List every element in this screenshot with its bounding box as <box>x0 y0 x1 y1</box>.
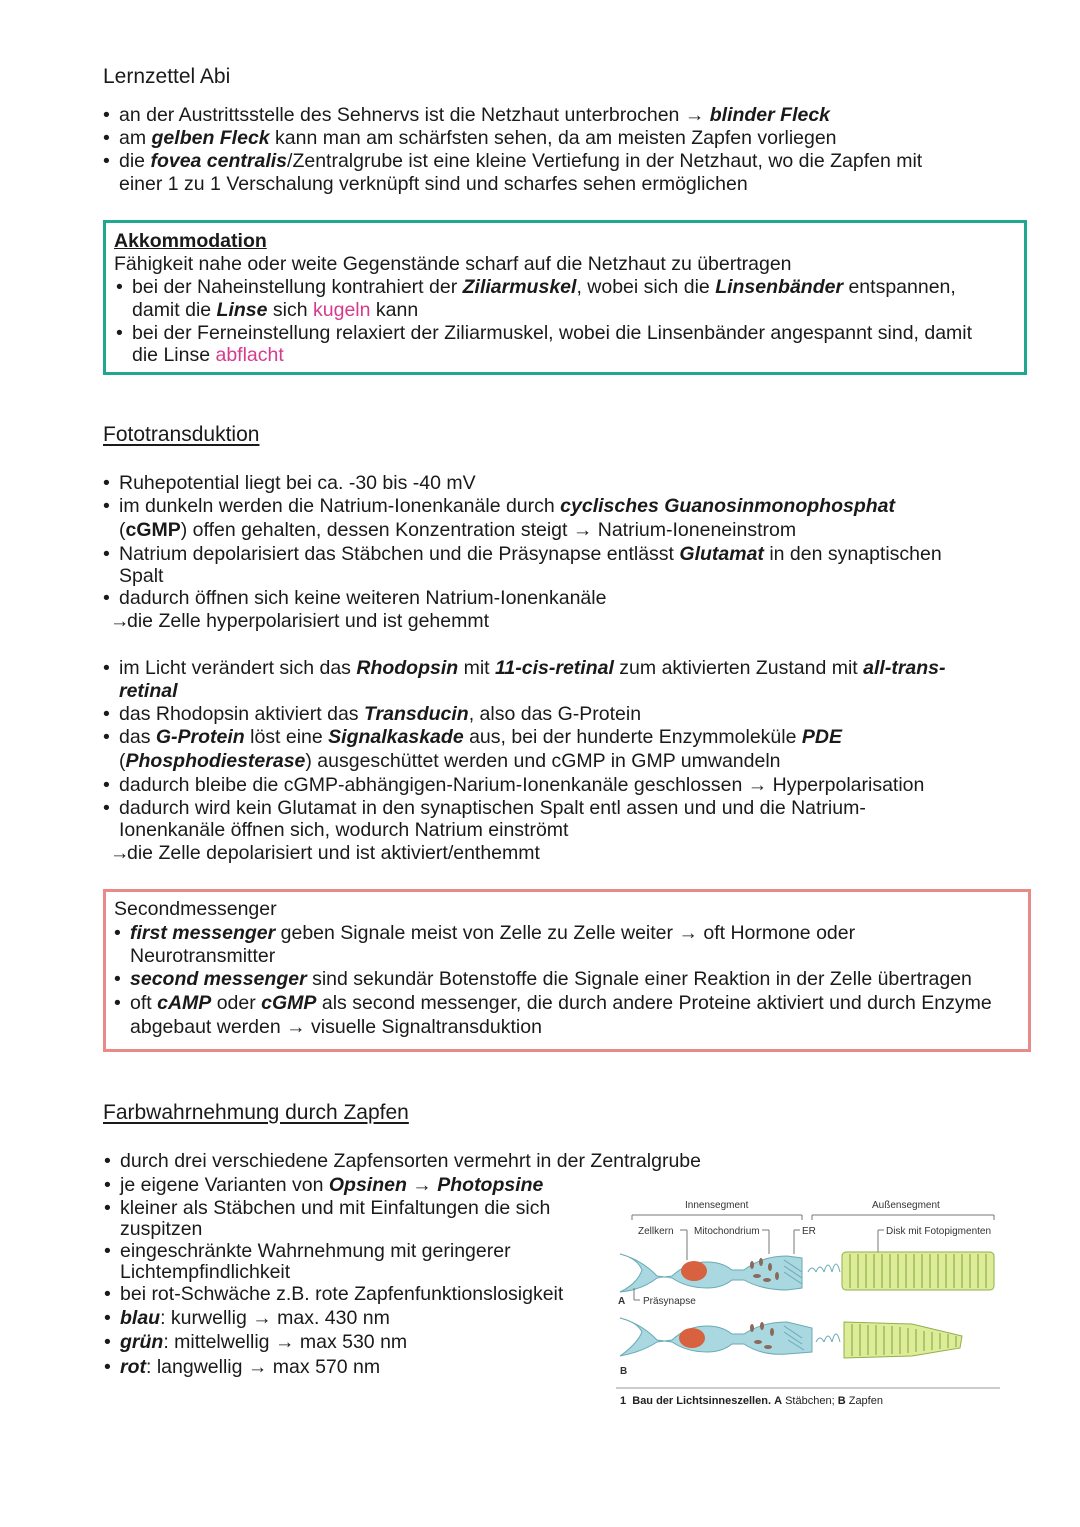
page-title: Lernzettel Abi <box>103 65 231 88</box>
cone-nucleus <box>679 1328 705 1348</box>
dark-line-6: • dadurch öffnen sich keine weiteren Natrium-Ionenkanäle <box>119 587 606 610</box>
farb-line-10: • rot: langwellig → max 570 nm <box>120 1356 380 1379</box>
farb-line-4: zuspitzen <box>120 1218 203 1240</box>
secondmessenger-line-4: • oft cAMP oder cGMP als second messenger, die durch andere Proteine aktiviert und durch Enzyme <box>130 992 992 1015</box>
secondmessenger-line-5: abgebaut werden → visuelle Signaltransduktion <box>130 1016 542 1038</box>
figure-label-b: B <box>620 1366 628 1377</box>
farbwahrnehmung-heading: Farbwahrnehmung durch Zapfen <box>103 1101 409 1124</box>
dark-line-3: (cGMP) offen gehalten, dessen Konzentration steigt → Natrium-Ioneneinstrom <box>119 519 797 541</box>
dark-line-1: • Ruhepotential liegt bei ca. -30 bis -40 mV <box>119 472 476 495</box>
light-line-2: retinal <box>119 680 178 702</box>
farb-line-1: • durch drei verschiedene Zapfensorten vermehrt in der Zentralgrube <box>120 1150 701 1173</box>
farb-line-5: • eingeschränkte Wahrnehmung mit geringerer <box>120 1240 511 1263</box>
er-label: ER <box>802 1226 816 1237</box>
farb-line-2: • je eigene Varianten von Opsinen → Photopsine <box>120 1174 543 1197</box>
farb-line-6: Lichtempfindlichkeit <box>120 1261 291 1283</box>
light-line-3: • das Rhodopsin aktiviert das Transducin, also das G-Protein <box>119 703 641 726</box>
farb-line-7: • bei rot-Schwäche z.B. rote Zapfenfunktionslosigkeit <box>120 1283 563 1306</box>
mitochondrium-label: Mitochondrium <box>694 1226 760 1237</box>
intro-line-3: • die fovea centralis/Zentralgrube ist eine kleine Vertiefung in der Netzhaut, wo die Zapfen mit <box>119 150 922 173</box>
light-line-6: • dadurch bleibe die cGMP-abhängigen-Narium-Ionenkanäle geschlossen → Hyperpolarisation <box>119 774 924 797</box>
intro-line-2: • am gelben Fleck kann man am schärfsten sehen, da am meisten Zapfen vorliegen <box>119 127 837 150</box>
light-line-9: → die Zelle depolarisiert und ist aktiviert/enthemmt <box>127 842 540 865</box>
secondmessenger-line-1: • first messenger geben Signale meist von Zelle zu Zelle weiter → oft Hormone oder <box>130 922 855 945</box>
akkommodation-definition: Fähigkeit nahe oder weite Gegenstände scharf auf die Netzhaut zu übertragen <box>114 253 792 275</box>
dark-line-7: → die Zelle hyperpolarisiert und ist gehemmt <box>127 610 489 633</box>
light-line-5: (Phosphodiesterase) ausgeschüttet werden und cGMP in GMP umwandeln <box>119 750 781 772</box>
aussensegment-label: Außensegment <box>872 1200 940 1211</box>
dark-line-4: • Natrium depolarisiert das Stäbchen und die Präsynapse entlässt Glutamat in den synaptischen <box>119 543 942 566</box>
rod-cell <box>620 1252 994 1292</box>
figure-caption: 1 Bau der Lichtsinneszellen. A Stäbchen; B Zapfen <box>620 1395 883 1407</box>
praesynapse-label: Präsynapse <box>643 1296 696 1307</box>
akkommodation-line-4: die Linse abflacht <box>132 344 284 366</box>
light-line-4: • das G-Protein löst eine Signalkaskade aus, bei der hunderte Enzymmoleküle PDE <box>119 726 842 749</box>
secondmessenger-title: Secondmessenger <box>114 898 277 920</box>
farb-line-9: • grün: mittelwellig → max 530 nm <box>120 1331 407 1354</box>
light-line-7: • dadurch wird kein Glutamat in den synaptischen Spalt entl assen und und die Natrium- <box>119 797 866 820</box>
innensegment-label: Innensegment <box>685 1200 749 1211</box>
figure-label-a: A <box>618 1296 626 1307</box>
akkommodation-line-2: damit die Linse sich kugeln kann <box>132 299 419 321</box>
intro-line-4: einer 1 zu 1 Verschalung verknüpft sind und scharfes sehen ermöglichen <box>119 173 748 195</box>
light-line-1: • im Licht verändert sich das Rhodopsin mit 11-cis-retinal zum aktivierten Zustand mit all-trans- <box>119 657 946 680</box>
dark-line-2: • im dunkeln werden die Natrium-Ionenkanäle durch cyclisches Guanosinmonophosphat <box>119 495 895 518</box>
secondmessenger-line-3: • second messenger sind sekundär Botenstoffe die Signale einer Reaktion in der Zelle übertragen <box>130 968 972 991</box>
akkommodation-line-3: • bei der Ferneinstellung relaxiert der Ziliarmuskel, wobei die Linsenbänder angespannt sind, damit <box>132 322 972 345</box>
secondmessenger-line-2: Neurotransmitter <box>130 945 276 967</box>
intro-line-1: • an der Austrittsstelle des Sehnervs ist die Netzhaut unterbrochen → blinder Fleck <box>119 104 830 127</box>
cone-cell <box>620 1318 962 1358</box>
fototransduktion-heading: Fototransduktion <box>103 423 260 446</box>
light-line-8: Ionenkanäle öffnen sich, wodurch Natrium einströmt <box>119 819 569 841</box>
farb-line-3: • kleiner als Stäbchen und mit Einfaltungen die sich <box>120 1197 550 1220</box>
akkommodation-line-1: • bei der Naheinstellung kontrahiert der Ziliarmuskel, wobei sich die Linsenbänder entspannen, <box>132 276 956 299</box>
dark-line-5: Spalt <box>119 565 164 587</box>
zellkern-label: Zellkern <box>638 1226 674 1237</box>
akkommodation-title: Akkommodation <box>114 230 267 252</box>
rod-nucleus <box>681 1261 707 1281</box>
photoreceptor-figure <box>612 1192 1004 1392</box>
farb-line-8: • blau: kurwellig → max. 430 nm <box>120 1307 390 1330</box>
disk-label: Disk mit Fotopigmenten <box>886 1226 992 1237</box>
